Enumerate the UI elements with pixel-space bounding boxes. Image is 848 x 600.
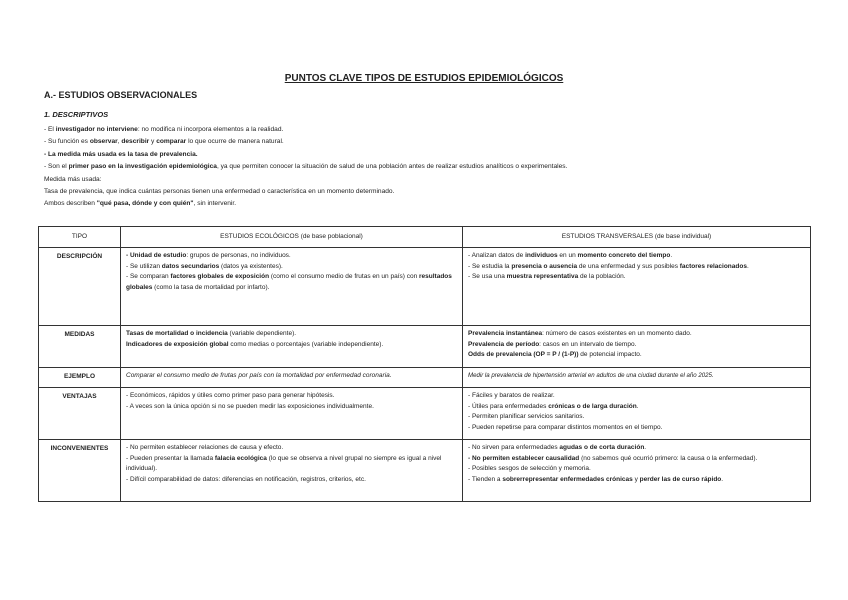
table-row-medidas (39, 326, 811, 368)
header-transversales: ESTUDIOS TRANSVERSALES (de base individual) (463, 227, 811, 248)
intro-line: - Son el primer paso en la investigación epidemiológica, ya que permiten conocer la situación de salud de una población antes de realizar estudios analíticos o experimentales. (44, 163, 568, 171)
cell-transversales: - Analizan datos de individuos en un momento concreto del tiempo. - Se estudia la presencia o ausencia de una enfermedad y sus posibles factores relacionados. - Se usa una muestra representativa de la población. (463, 248, 811, 326)
cell-transversales: - Fáciles y baratos de realizar. - Útiles para enfermedades crónicas o de larga duración. - Permiten planificar servicios sanitarios. - Pueden repetirse para comparar distintos momentos en el tiempo. (463, 388, 811, 440)
table-row-ventajas (39, 388, 811, 440)
cell-ecologicos: - Unidad de estudio: grupos de personas, no individuos. - Se utilizan datos secundarios (datos ya existentes). - Se comparan factores globales de exposición (como el consumo medio de frutas en un país) con resultados globales (como la tasa de mortalidad por infarto). (121, 248, 463, 326)
table-row-inconvenientes (39, 440, 811, 502)
intro-line: Ambos describen "qué pasa, dónde y con quién", sin intervenir. (44, 200, 237, 208)
cell-ecologicos: - Económicos, rápidos y útiles como primer paso para generar hipótesis. - A veces son la única opción si no se pueden medir las exposiciones individualmente. (121, 388, 463, 440)
table-header-row (39, 227, 811, 248)
intro-paragraph (44, 124, 824, 211)
cell-ecologicos: Tasas de mortalidad o incidencia (variable dependiente). Indicadores de exposición global como medias o porcentajes (variable independiente). (121, 326, 463, 368)
cell-transversales: - No sirven para enfermedades agudas o de corta duración. - No permiten establecer causalidad (no sabemos qué ocurrió primero: la causa o la enfermedad). - Posibles sesgos de selección y memoria. - Tienden a sobrerrepresentar enfermedades crónicas y perder las de curso rápido. (463, 440, 811, 502)
section-heading-observacionales: A.- ESTUDIOS OBSERVACIONALES (44, 90, 198, 100)
table-row-ejemplo (39, 368, 811, 388)
cell-transversales: Prevalencia instantánea: número de casos existentes en un momento dado. Prevalencia de período: casos en un intervalo de tiempo. Odds de prevalencia (OP = P / (1-P)) de potencial impacto. (463, 326, 811, 368)
header-tipo: TIPO (39, 227, 121, 248)
cell-ecologicos: - No permiten establecer relaciones de causa y efecto. - Pueden presentar la llamada falacia ecológica (lo que se observa a nivel grupal no siempre es igual a nivel individual). - Difícil comparabilidad de datos: diferencias en notificación, registros, criterios, etc. (121, 440, 463, 502)
document-title: PUNTOS CLAVE TIPOS DE ESTUDIOS EPIDEMIOLÓGICOS (284, 73, 564, 84)
comparison-table (38, 226, 811, 502)
intro-line: Tasa de prevalencia, que indica cuántas personas tienen una enfermedad o característica en un momento determinado. (44, 188, 395, 196)
cell-ecologicos: Comparar el consumo medio de frutas por país con la mortalidad por enfermedad coronaria. (121, 368, 463, 388)
header-ecologicos: ESTUDIOS ECOLÓGICOS (de base poblacional) (121, 227, 463, 248)
cell-transversales: Medir la prevalencia de hipertensión arterial en adultos de una ciudad durante el año 2025. (463, 368, 811, 388)
row-label: MEDIDAS (39, 326, 121, 368)
intro-line: - Su función es observar, describir y comparar lo que ocurre de manera natural. (44, 138, 284, 146)
intro-line: - La medida más usada es la tasa de prevalencia. (44, 150, 198, 158)
intro-line: - El investigador no interviene: no modifica ni incorpora elementos a la realidad. (44, 126, 284, 133)
row-label: VENTAJAS (39, 388, 121, 440)
intro-line: Medida más usada: (44, 175, 102, 183)
subsection-heading-descriptivos: 1. DESCRIPTIVOS (44, 110, 109, 119)
row-label: DESCRIPCIÓN (39, 248, 121, 326)
row-label: EJEMPLO (39, 368, 121, 388)
row-label: INCONVENIENTES (39, 440, 121, 502)
table-row-descripcion (39, 248, 811, 326)
